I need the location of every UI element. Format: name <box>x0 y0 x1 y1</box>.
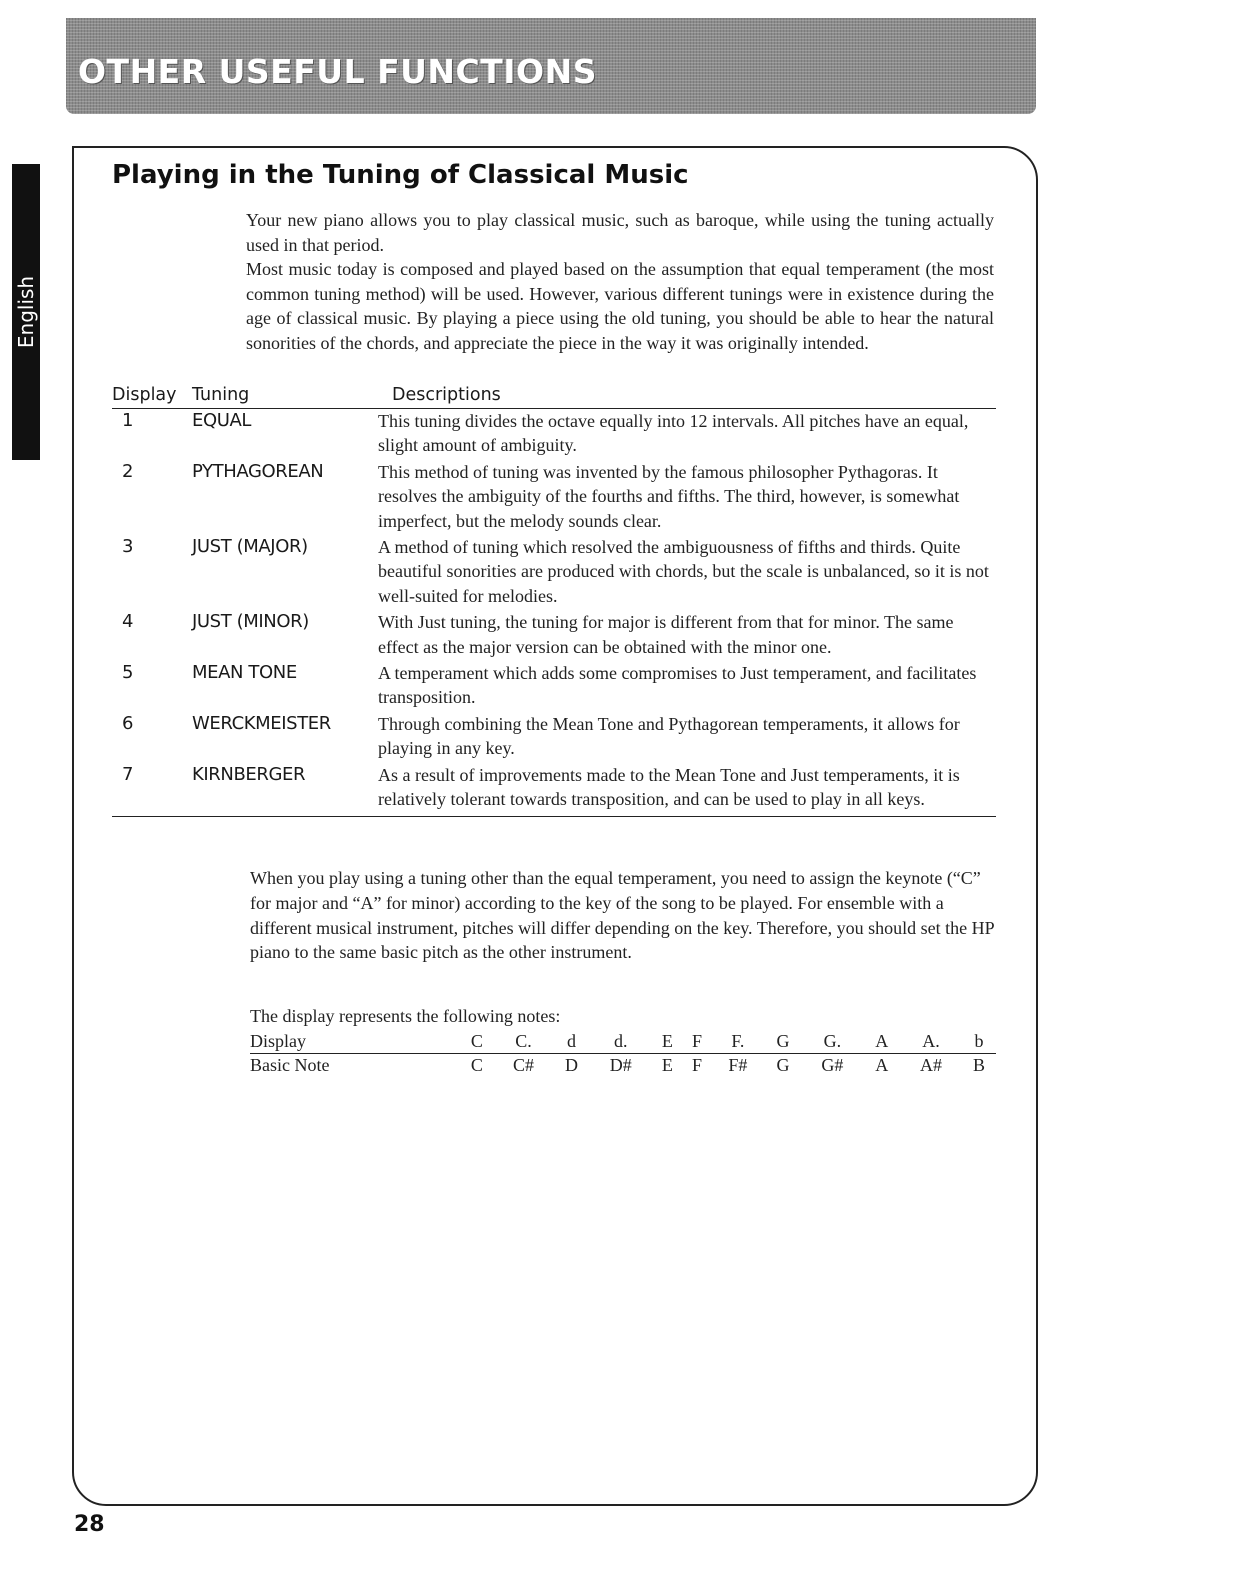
display-number: 3 <box>122 536 134 558</box>
display-note: G <box>765 1030 802 1054</box>
notes-legend-table <box>250 1030 996 1077</box>
basic-note: F# <box>728 1055 748 1075</box>
basic-note: D# <box>609 1055 632 1075</box>
tuning-description: A temperament which adds some compromises to Just temperament, and facilitates transposition. <box>378 663 977 708</box>
intro-text <box>246 208 994 356</box>
intro-paragraph: Most music today is composed and played based on the assumption that equal temperament (the most common tuning method) will be used. However, various different tunings were in existence during the age of classical music. By playing a piece using the old tuning, you should be able to hear the natural sonorities of the chords, and appreciate the piece in the way it was originally intended. <box>246 259 994 353</box>
tuning-description: A method of tuning which resolved the ambiguousness of fifths and thirds. Quite beautiful sonorities are produced with chords, but the scale is unbalanced, so it is not well-suited for melodies. <box>378 537 989 606</box>
basic-note: C <box>470 1055 483 1075</box>
tuning-table-header-row <box>112 384 996 409</box>
tuning-description: As a result of improvements made to the Mean Tone and Just temperaments, it is relatively tolerant towards transposition, and can be used to play in all keys. <box>378 763 996 816</box>
table-row <box>112 661 996 712</box>
tuning-name: EQUAL <box>192 410 252 431</box>
header-tuning: Tuning <box>192 384 378 409</box>
basic-row-label: Basic Note <box>250 1055 330 1075</box>
tuning-name: KIRNBERGER <box>192 763 378 816</box>
tuning-name: JUST (MINOR) <box>192 611 309 633</box>
tuning-description: Through combining the Mean Tone and Pythagorean temperaments, it allows for playing in any key. <box>378 713 960 759</box>
section-title: Playing in the Tuning of Classical Music <box>112 160 689 190</box>
basic-note: E <box>661 1055 673 1075</box>
display-number: 1 <box>122 410 134 431</box>
tuning-description: This method of tuning was invented by the famous philosopher Pythagoras. It resolves the ambiguity of the fourths and fifths. The third, however, is somewhat imperfect, but the melody sounds clear. <box>378 461 960 531</box>
table-row <box>112 535 996 610</box>
basic-note: G <box>776 1055 790 1075</box>
display-note: C. <box>494 1030 553 1054</box>
display-number: 5 <box>122 662 134 684</box>
table-row <box>112 610 996 661</box>
basic-note: D <box>564 1055 578 1075</box>
header-display: Display <box>112 384 192 409</box>
basic-note: F <box>691 1055 702 1075</box>
header-descriptions: Descriptions <box>378 384 996 409</box>
table-row <box>112 460 996 535</box>
display-number: 7 <box>112 763 192 816</box>
page-number: 28 <box>74 1512 105 1537</box>
basic-note: B <box>973 1055 986 1075</box>
header-bar <box>66 18 1036 114</box>
basic-note: G# <box>821 1055 844 1075</box>
display-note: d. <box>590 1030 652 1054</box>
display-note: b <box>962 1030 996 1054</box>
display-note: A <box>863 1030 900 1054</box>
keynote-note: When you play using a tuning other than the equal temperament, you need to assign the keynote (“C” for major and “A” for minor) according to the key of the song to be played. For ensemble with a different musical instrument, pitches will differ depending on the key. Therefore, you should set the HP piano to the same basic pitch as the other instrument. <box>250 868 994 963</box>
tuning-name: MEAN TONE <box>192 662 297 684</box>
basic-note: C# <box>512 1055 534 1075</box>
basic-note: A# <box>920 1055 943 1075</box>
table-row <box>112 712 996 763</box>
display-note: F <box>683 1030 711 1054</box>
page-header-title: OTHER USEFUL FUNCTIONS <box>78 52 597 91</box>
notes-legend-intro: The display represents the following notes: <box>250 1006 561 1026</box>
display-number: 4 <box>122 611 134 633</box>
side-tab-label: English <box>14 275 38 349</box>
tuning-name: JUST (MAJOR) <box>192 536 308 558</box>
display-number: 6 <box>122 712 134 734</box>
display-row-label: Display <box>250 1030 460 1054</box>
display-note: F. <box>711 1030 765 1054</box>
notes-basic-row <box>250 1054 996 1078</box>
display-note: E <box>652 1030 683 1054</box>
display-note: G. <box>801 1030 863 1054</box>
display-note: d <box>553 1030 590 1054</box>
display-note: C <box>460 1030 494 1054</box>
tuning-table <box>112 384 996 817</box>
tuning-description: This tuning divides the octave equally into 12 intervals. All pitches have an equal, slight amount of ambiguity. <box>378 411 969 456</box>
tuning-description: With Just tuning, the tuning for major is different from that for minor. The same effect as the major version can be obtained with the minor one. <box>378 612 954 657</box>
table-row <box>112 409 996 460</box>
basic-note: A <box>875 1055 889 1075</box>
tuning-name: WERCKMEISTER <box>192 712 331 734</box>
tuning-name: PYTHAGOREAN <box>192 460 324 482</box>
display-note: A. <box>900 1030 962 1054</box>
language-side-tab <box>12 164 40 460</box>
intro-paragraph: Your new piano allows you to play classical music, such as baroque, while using the tuning actually used in that period. <box>246 210 994 255</box>
display-number: 2 <box>122 460 134 482</box>
notes-display-row <box>250 1030 996 1054</box>
table-row <box>112 763 996 816</box>
